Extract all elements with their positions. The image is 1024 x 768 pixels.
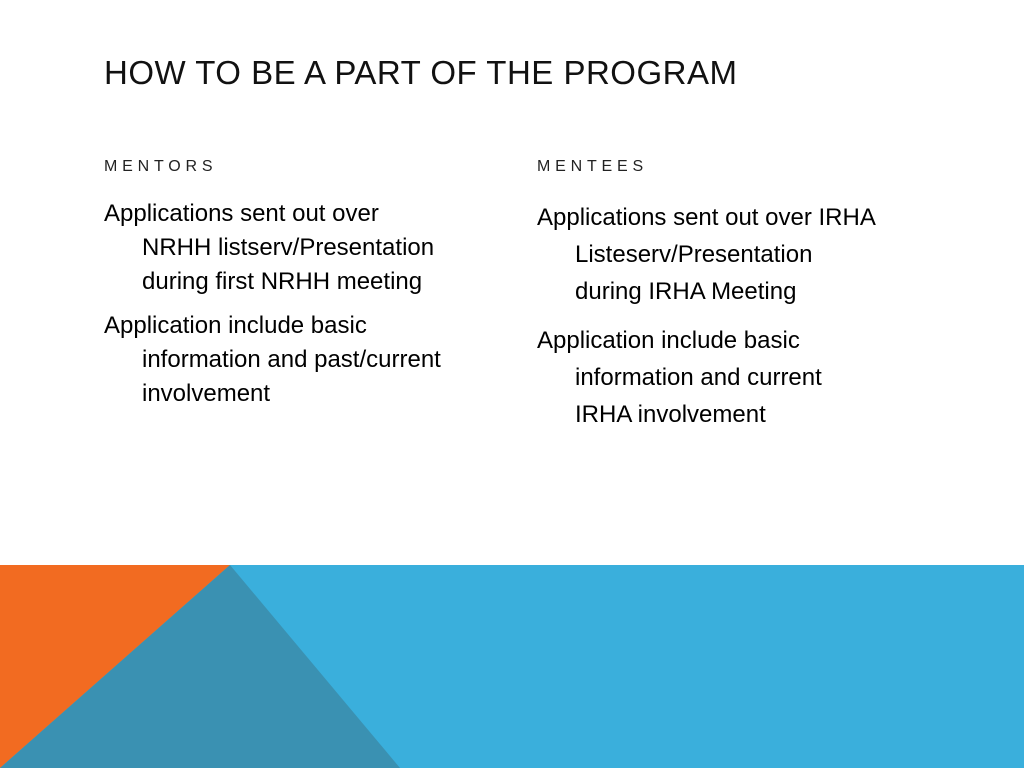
list-item: Application include basic information and current IRHA involvement bbox=[537, 327, 822, 428]
mentees-heading: MENTEES bbox=[537, 158, 648, 175]
list-item: Applications sent out over IRHA Listeserv/Presentation during IRHA Meeting bbox=[537, 204, 875, 305]
list-item: Application include basic information and past/current involvement bbox=[104, 312, 441, 407]
mentors-heading: MENTORS bbox=[104, 158, 218, 175]
slide-title: HOW TO BE A PART OF THE PROGRAM bbox=[104, 54, 738, 91]
mentors-bullet-list bbox=[104, 197, 444, 421]
mentees-bullet-list bbox=[537, 199, 882, 445]
list-item: Applications sent out over NRHH listserv/Presentation during first NRHH meeting bbox=[104, 200, 435, 295]
decorative-footer-band bbox=[0, 565, 1024, 768]
